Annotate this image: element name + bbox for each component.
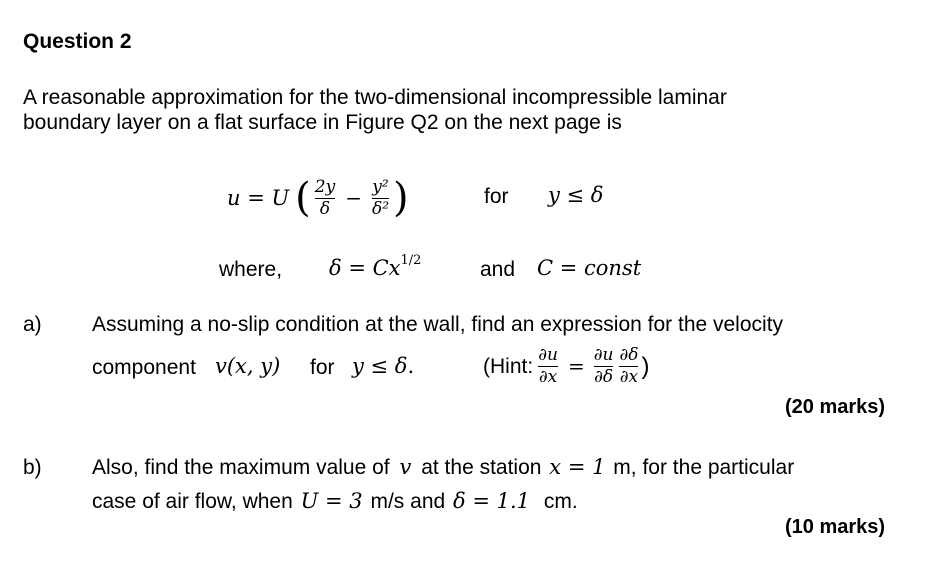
part-a-line-1: Assuming a no-slip condition at the wall, find an expression for the velocity <box>92 313 784 336</box>
hint-lhs-fraction <box>538 346 558 387</box>
eq1-frac2-den: δ² <box>371 198 390 219</box>
delta-exponent: 1/2 <box>400 253 422 268</box>
part-b-x-eq: x = 1 <box>549 455 606 479</box>
hint-r2-num: ∂δ <box>619 344 639 365</box>
eq1-for-label: for <box>484 185 509 208</box>
eq1-fraction-1 <box>315 178 335 219</box>
part-a-condition: y ≤ δ. <box>352 354 415 378</box>
eq1-minus: − <box>345 185 362 210</box>
part-b-marks: (10 marks) <box>785 516 886 538</box>
part-a-for-label: for <box>310 356 335 379</box>
hint-r2-den: ∂x <box>619 366 639 387</box>
intro-line-1: A reasonable approximation for the two-dimensional incompressible laminar <box>23 86 727 109</box>
eq1-frac2-num: y² <box>372 176 389 197</box>
delta-definition <box>329 253 422 280</box>
eq1-condition: y ≤ δ <box>548 183 604 207</box>
part-b-line-2 <box>92 490 578 513</box>
eq1-fraction-2 <box>372 178 389 219</box>
hint-lhs-num: ∂u <box>538 344 558 365</box>
part-b-text-5: m/s and <box>370 490 446 513</box>
hint-lhs-den: ∂x <box>538 366 558 387</box>
hint-label: (Hint: <box>483 354 534 378</box>
part-b-U-eq: U = 3 <box>300 489 363 513</box>
hint-r2-fraction <box>619 346 638 387</box>
question-title: Question 2 <box>23 30 132 53</box>
part-b-text-2: at the station <box>421 456 542 479</box>
part-b-v-symbol: v <box>399 455 412 479</box>
hint-r1-den: ∂δ <box>594 366 614 387</box>
part-b-unit: cm. <box>543 490 578 513</box>
delta-expr: δ = Cx <box>329 256 401 280</box>
part-b-line-1 <box>92 456 794 479</box>
eq1-frac1-den: δ <box>319 198 331 219</box>
hint-equals: = <box>567 353 585 378</box>
part-b-text-1: Also, find the maximum value of <box>92 456 390 479</box>
where-label: where, <box>219 258 283 281</box>
eq1-close-paren: ) <box>393 174 409 221</box>
intro-line-2: boundary layer on a flat surface in Figure Q2 on the next page is <box>23 111 622 134</box>
eq1-frac1-num: 2y <box>314 176 336 197</box>
and-label: and <box>480 258 516 281</box>
eq1-open-paren: ( <box>295 174 311 221</box>
part-a-v-expr: v(x, y) <box>215 354 281 378</box>
hint-expression <box>483 340 649 392</box>
part-b-delta-eq: δ = 1.1 <box>453 489 531 513</box>
velocity-profile-equation <box>227 168 409 228</box>
hint-r1-num: ∂u <box>593 344 614 365</box>
part-b-label: b) <box>23 456 42 479</box>
hint-close: ) <box>641 352 650 380</box>
part-a-component-text: component <box>92 356 196 379</box>
part-a-marks: (20 marks) <box>785 396 886 418</box>
const-definition: C = const <box>537 256 642 280</box>
hint-r1-fraction <box>594 346 614 387</box>
part-a-label: a) <box>23 313 42 336</box>
part-b-text-3: m, for the particular <box>613 456 795 479</box>
part-b-text-4: case of air flow, when <box>92 490 293 513</box>
eq1-lhs: u = U <box>227 185 290 210</box>
